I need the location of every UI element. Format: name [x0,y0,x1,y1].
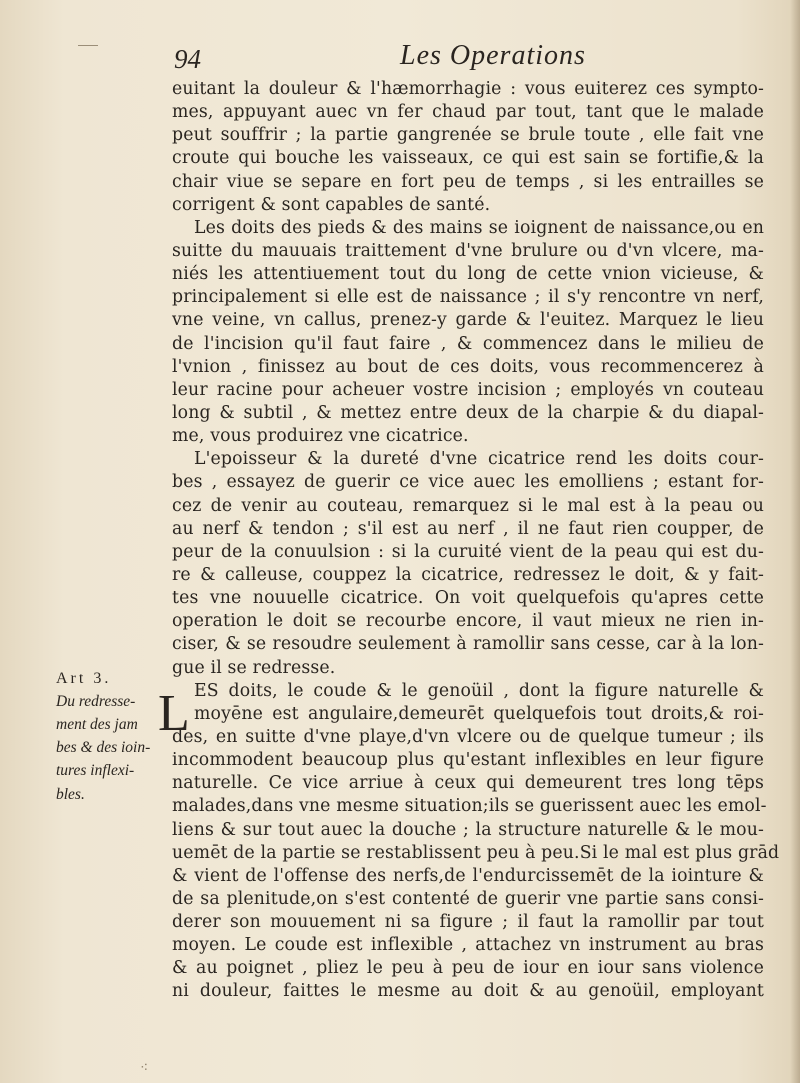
text-line: me, vous produirez vne cicatrice. [172,426,469,447]
text-line: operation le doit se recourbe encore, il vaut mieux ne rien in- [172,611,764,632]
text-line: cez de venir au couteau, remarquez si le mal est à la peau ou [172,495,764,516]
text-line: au nerf & tendon ; s'il est au nerf , il ne faut rien coupper, de [172,518,764,539]
text-line: des, en suitte d'vne playe,d'vn vlcere ou de quelque tumeur ; ils [172,726,764,747]
text-line: re & calleuse, couppez la cicatrice, redressez le doit, & y fait- [172,564,764,585]
text-line: peur de la conuulsion : si la curuité vient de la peau qui est du- [172,541,764,562]
text-line: bes , essayez de guerir ce vice auec les emolliens ; estant for- [172,472,764,493]
text-line: chair viue se separe en fort peu de temps , si les entrailles se [172,171,764,192]
margin-mark [78,45,98,46]
text-line: incommodent beaucoup plus qu'estant inflexibles en leur figure [172,750,764,771]
page-edge-shadow [790,0,800,1083]
text-line: de sa plenitude,on s'est contenté de guerir vne partie sans consi- [172,888,764,909]
text-line: corrigent & sont capables de santé. [172,194,491,215]
text-line: moyēne est angulaire,demeurēt quelquefois tout droits,& roi- [194,703,764,724]
text-line: mes, appuyant auec vn fer chaud par tout, tant que le malade [172,102,764,123]
text-line: de l'incision qu'il faut faire , & commencez dans le milieu de [172,333,764,354]
text-line: vne veine, vn callus, prenez-y garde & l'euitez. Marquez le lieu [172,310,764,331]
text-line: tes vne nouuelle cicatrice. On voit quelquefois qu'apres cette [172,588,764,609]
page-header [170,38,770,78]
text-line: Les doits des pieds & des mains se ioignent de naissance,ou en [194,217,764,238]
margin-note-line: bles. [56,785,85,803]
margin-note-line: tures inflexi- [56,762,135,780]
margin-note [56,668,168,806]
text-line: malades,dans vne mesme situation;ils se guerissent auec les emol- [172,796,767,817]
margin-note-line: Du redresse- [56,693,136,710]
margin-note-line: bes & des ioin- [56,739,151,757]
text-line: uemēt de la partie se restablissent peu à peu.Si le mal est plus grād [172,842,780,863]
text-line: niés les attentiuement tout du long de cette vnion vicieuse, & [172,264,764,285]
text-line: ni douleur, faittes le mesme au doit & au genoüil, employant [172,981,764,1002]
text-line: & vient de l'offense des nerfs,de l'endurcissemēt de la iointure & [172,865,764,886]
text-line: ciser, & se resoudre seulement à ramollir sans cesse, car à la lon- [172,634,764,655]
text-line: & au poignet , pliez le peu à peu de iour en iour sans violence [172,958,764,979]
running-title: Les Operations [400,40,586,71]
text-line: long & subtil , & mettez entre deux de la charpie & du diapal- [172,402,764,423]
text-line: gue il se redresse. [172,657,336,678]
text-line: l'vnion , finissez au bout de ces doits, vous recommencerez à [172,356,764,377]
text-line: euitant la douleur & l'hæmorrhagie : vous euiterez ces sympto- [172,79,764,99]
text-line: moyen. Le coude est inflexible , attachez vn instrument au bras [172,935,764,956]
text-line: croute qui bouche les vaisseaux, ce qui est sain se fortifie,& la [172,148,764,169]
margin-note-line: ment des jam [56,716,138,734]
text-line: leur racine pour acheuer vostre incision ; employés vn couteau [172,379,764,400]
text-line: principalement si elle est de naissance ; il s'y rencontre vn nerf, [172,287,764,308]
text-line: derer son mouuement ni sa figure ; il faut la ramollir par tout [172,912,764,933]
text-line: L'epoisseur & la dureté d'vne cicatrice rend les doits cour- [194,449,764,470]
text-line: suitte du mauuais traittement d'vne brulure ou d'vn vlcere, ma- [172,240,764,261]
page-number: 94 [174,44,201,74]
drop-cap: L [158,685,190,742]
text-line: naturelle. Ce vice arriue à ceux qui demeurent tres long tēps [172,773,764,794]
article-number: Art 3. [56,670,112,687]
ink-smudge: ⁖ [140,1060,149,1076]
text-line: peut souffrir ; la partie gangrenée se brule toute , elle fait vne [172,125,764,146]
body-text [172,78,780,1004]
text-line: liens & sur tout auec la douche ; la structure naturelle & le mou- [172,819,764,840]
text-line: ES doits, le coude & le genoüil , dont la figure naturelle & [194,680,764,701]
